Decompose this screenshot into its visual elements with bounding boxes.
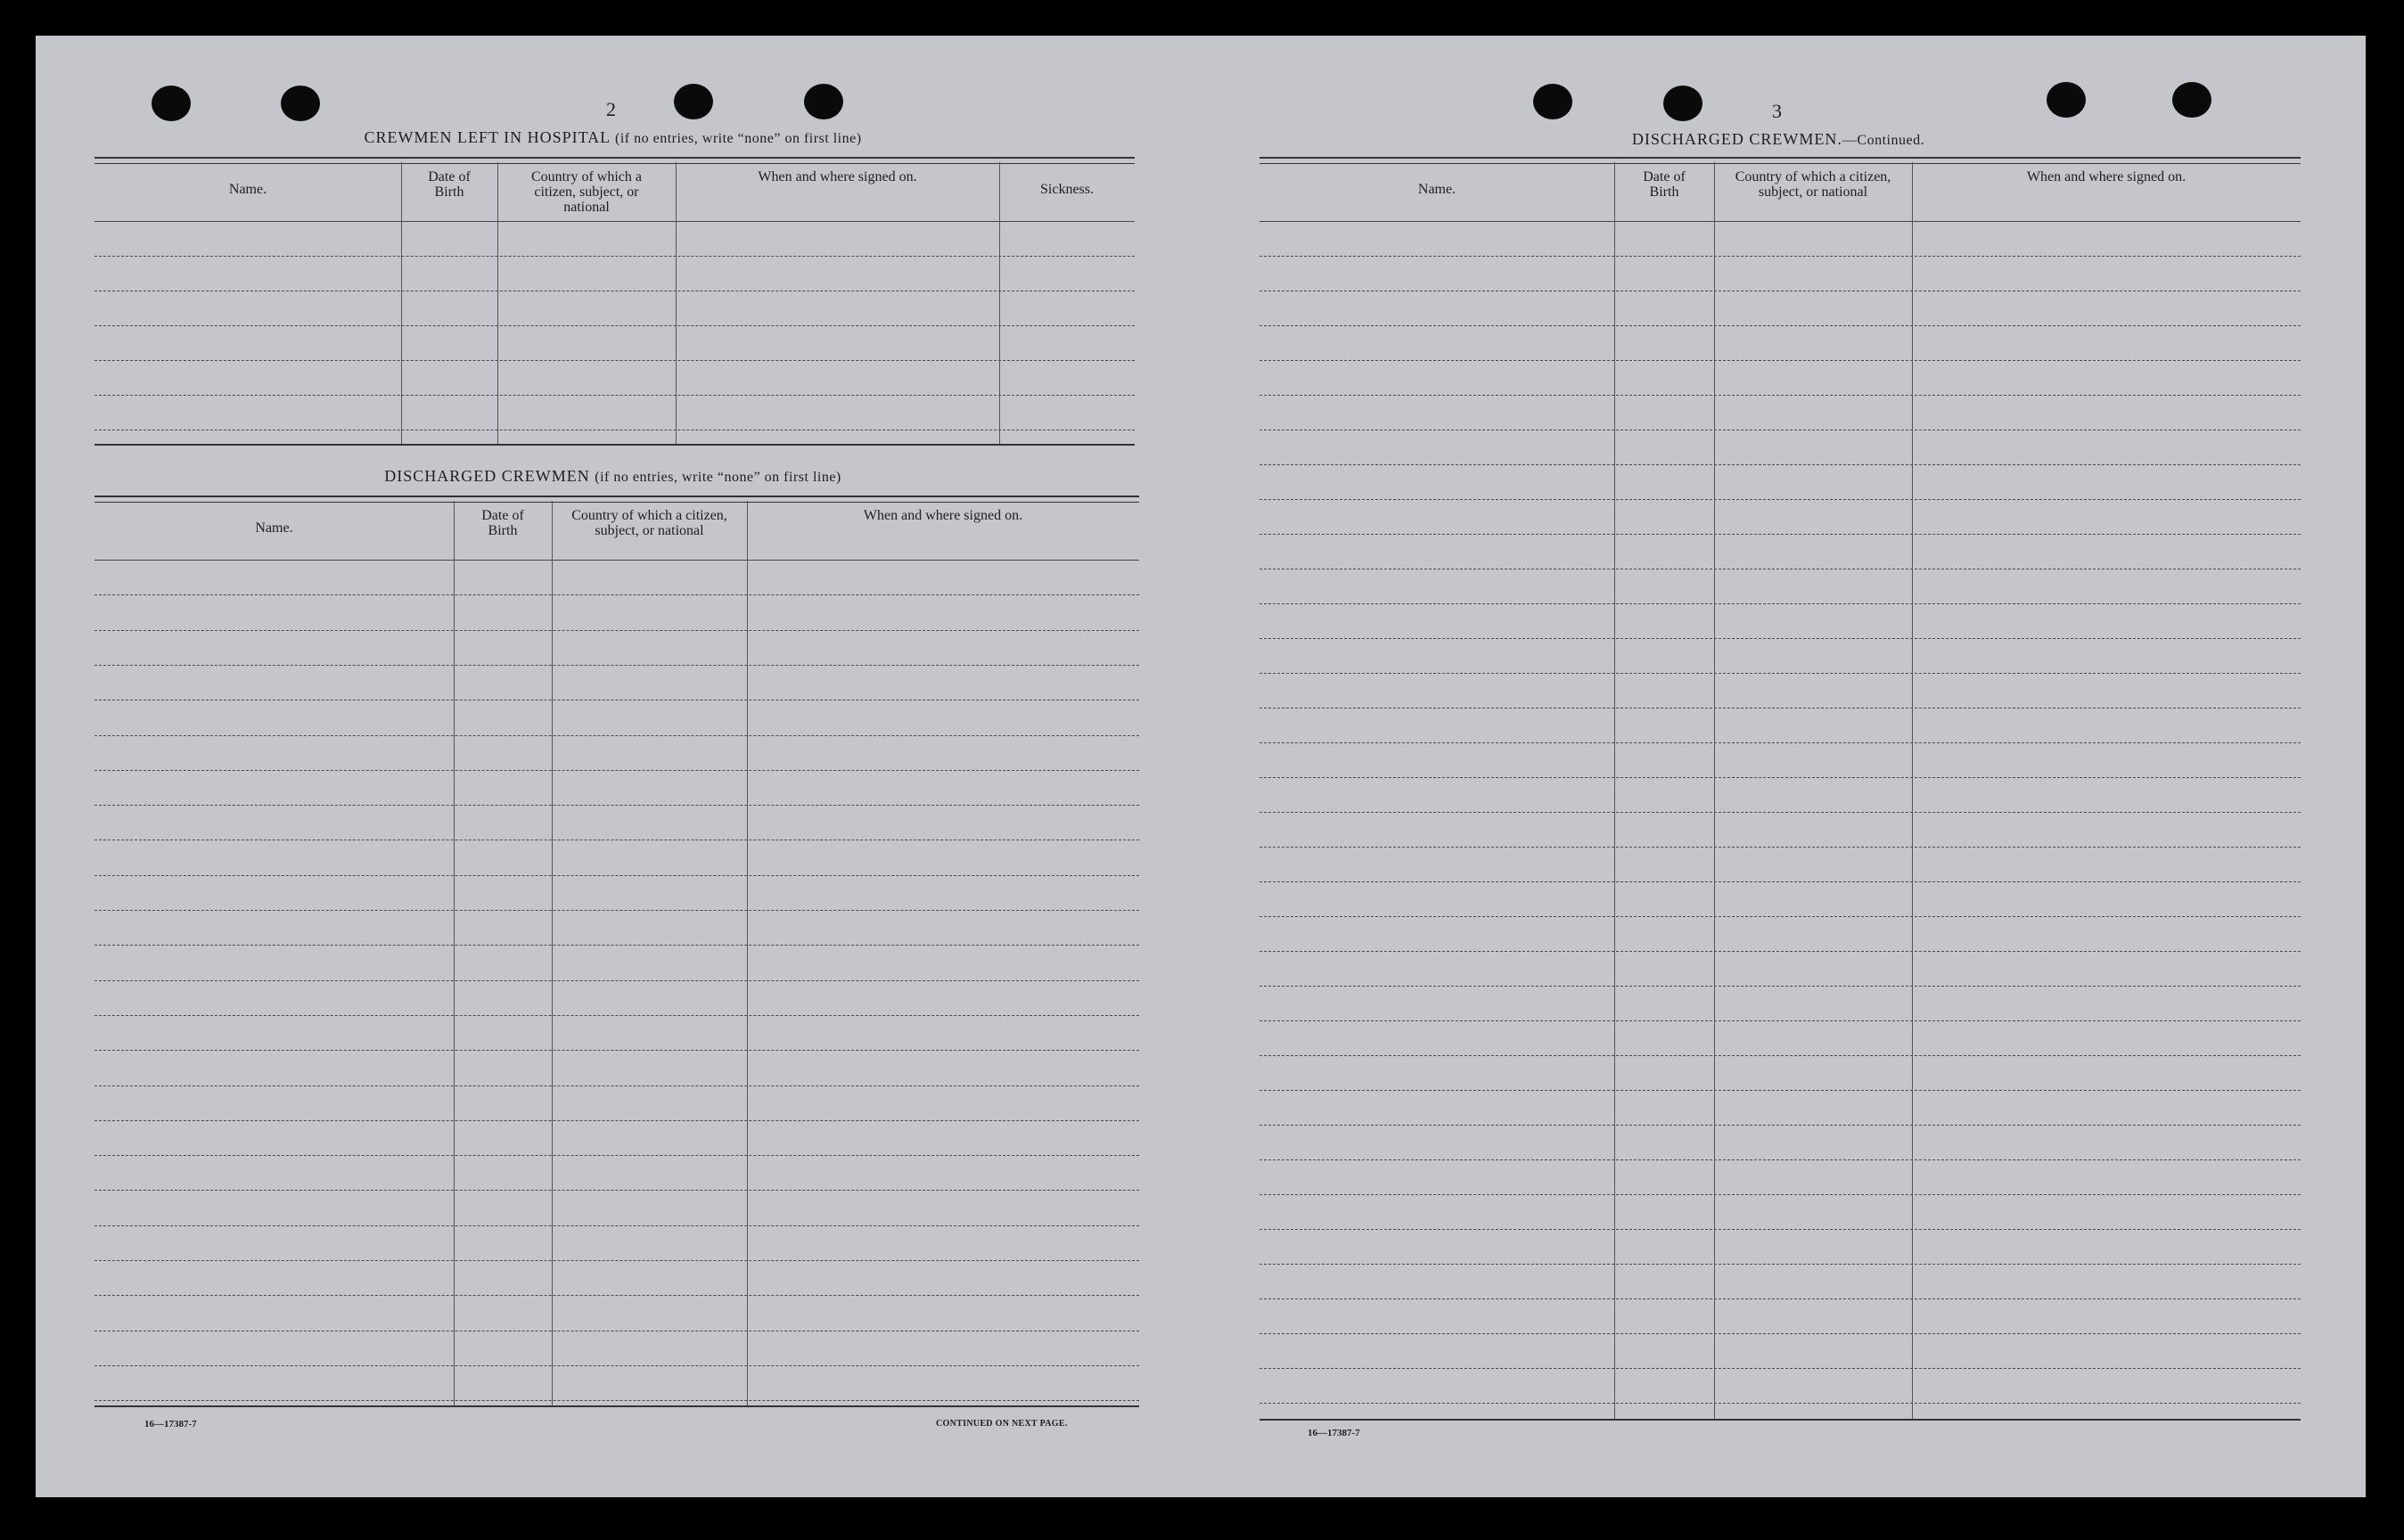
column-header: Country of which a citizen, subject, or national <box>531 169 642 215</box>
table-row <box>1259 499 2301 500</box>
table-row <box>1259 916 2301 917</box>
table-row <box>94 630 1139 631</box>
continued-suffix: —Continued. <box>1842 133 1925 148</box>
column-divider <box>454 501 455 1405</box>
table-row <box>94 910 1139 911</box>
table-row <box>1259 1090 2301 1091</box>
column-divider <box>401 162 402 444</box>
table-row <box>94 1015 1139 1016</box>
punch-hole <box>1663 86 1702 121</box>
column-header: When and where signed on. <box>863 508 1023 523</box>
table-row <box>1259 951 2301 952</box>
table-header-rule <box>94 221 1135 222</box>
table-row <box>1259 881 2301 882</box>
table-row <box>1259 847 2301 848</box>
table-bottom-rule <box>1259 1419 2301 1421</box>
table-row <box>94 945 1139 946</box>
table-row <box>94 1295 1139 1296</box>
column-divider <box>1614 162 1615 1419</box>
discharged-continued-table <box>1259 157 2301 1421</box>
column-header: Date of Birth <box>1643 169 1686 200</box>
punch-hole <box>152 86 191 121</box>
table-row <box>94 875 1139 876</box>
table-row <box>1259 986 2301 987</box>
discharged-continued-title <box>1259 130 2298 149</box>
continued-note: CONTINUED ON NEXT PAGE. <box>936 1419 1068 1429</box>
table-row <box>1259 1159 2301 1160</box>
table-top-rule <box>94 496 1139 503</box>
table-header-rule <box>94 560 1139 561</box>
table-row <box>94 1155 1139 1156</box>
table-row <box>94 770 1139 771</box>
hospital-section-title <box>94 128 1132 147</box>
table-row <box>94 1365 1139 1366</box>
punch-hole <box>804 84 843 119</box>
table-row <box>94 735 1139 736</box>
table-row <box>1259 812 2301 813</box>
hospital-instruction-text: (if no entries, write “none” on first line) <box>615 131 862 146</box>
punch-hole <box>1533 84 1572 119</box>
table-row <box>94 1085 1139 1086</box>
column-divider <box>747 501 748 1405</box>
table-header-rule <box>1259 221 2301 222</box>
punch-hole <box>281 86 320 121</box>
column-header: Date of Birth <box>481 508 524 538</box>
table-bottom-rule <box>94 444 1135 446</box>
table-row <box>94 665 1139 666</box>
table-row <box>1259 777 2301 778</box>
table-row <box>1259 464 2301 465</box>
form-number-left: 16—17387-7 <box>144 1419 197 1429</box>
page-number-left: 2 <box>606 98 616 120</box>
table-row <box>1259 534 2301 535</box>
table-row <box>1259 708 2301 709</box>
column-divider <box>676 162 677 444</box>
punch-hole <box>2047 82 2086 118</box>
table-row <box>1259 1125 2301 1126</box>
table-row <box>1259 603 2301 604</box>
table-row <box>94 1225 1139 1226</box>
table-row <box>1259 673 2301 674</box>
discharged-continued-text: DISCHARGED CREWMEN. <box>1631 130 1842 148</box>
discharged-title-text: DISCHARGED CREWMEN <box>384 467 590 485</box>
table-row <box>1259 638 2301 639</box>
table-row <box>1259 1333 2301 1334</box>
table-row <box>94 1050 1139 1051</box>
page-number-right: 3 <box>1772 100 1782 122</box>
column-divider <box>999 162 1000 444</box>
table-row <box>1259 1298 2301 1299</box>
table-row <box>94 256 1135 257</box>
discharged-table <box>94 496 1139 1407</box>
table-row <box>94 360 1135 361</box>
table-row <box>94 325 1135 326</box>
form-number-right: 16—17387-7 <box>1308 1428 1360 1438</box>
column-header: When and where signed on. <box>758 169 917 184</box>
table-top-rule <box>94 157 1135 164</box>
table-row <box>1259 395 2301 396</box>
column-divider <box>552 501 553 1405</box>
table-row <box>94 1400 1139 1401</box>
hospital-table <box>94 157 1135 446</box>
table-row <box>1259 1264 2301 1265</box>
table-row <box>1259 1403 2301 1404</box>
column-header: When and where signed on. <box>2026 169 2187 184</box>
table-row <box>94 1190 1139 1191</box>
column-header: Name. <box>255 520 293 536</box>
column-header: Country of which a citizen, subject, or national <box>1735 169 1891 200</box>
column-divider <box>1912 162 1913 1419</box>
column-header: Name. <box>1417 182 1456 197</box>
table-row <box>94 594 1139 595</box>
table-row <box>94 1260 1139 1261</box>
table-bottom-rule <box>94 1405 1139 1407</box>
column-header: Name. <box>228 182 267 197</box>
table-row <box>1259 256 2301 257</box>
table-row <box>1259 1229 2301 1230</box>
column-header: Sickness. <box>1040 182 1094 197</box>
punch-hole <box>674 84 713 119</box>
discharged-section-title <box>94 467 1132 486</box>
discharged-instruction-text: (if no entries, write “none” on first line) <box>595 470 841 485</box>
scanned-document <box>36 36 2366 1497</box>
column-header: Country of which a citizen, subject, or national <box>571 508 727 538</box>
table-row <box>1259 1055 2301 1056</box>
table-row <box>94 1120 1139 1121</box>
column-header: Date of Birth <box>428 169 471 200</box>
column-divider <box>1714 162 1715 1419</box>
table-row <box>1259 1020 2301 1021</box>
table-row <box>1259 325 2301 326</box>
table-row <box>94 805 1139 806</box>
table-row <box>1259 742 2301 743</box>
table-row <box>1259 360 2301 361</box>
table-row <box>1259 1368 2301 1369</box>
table-row <box>94 395 1135 396</box>
punch-hole <box>2172 82 2211 118</box>
table-top-rule <box>1259 157 2301 164</box>
table-row <box>94 980 1139 981</box>
hospital-title-text: CREWMEN LEFT IN HOSPITAL <box>364 128 611 146</box>
table-row <box>1259 1194 2301 1195</box>
